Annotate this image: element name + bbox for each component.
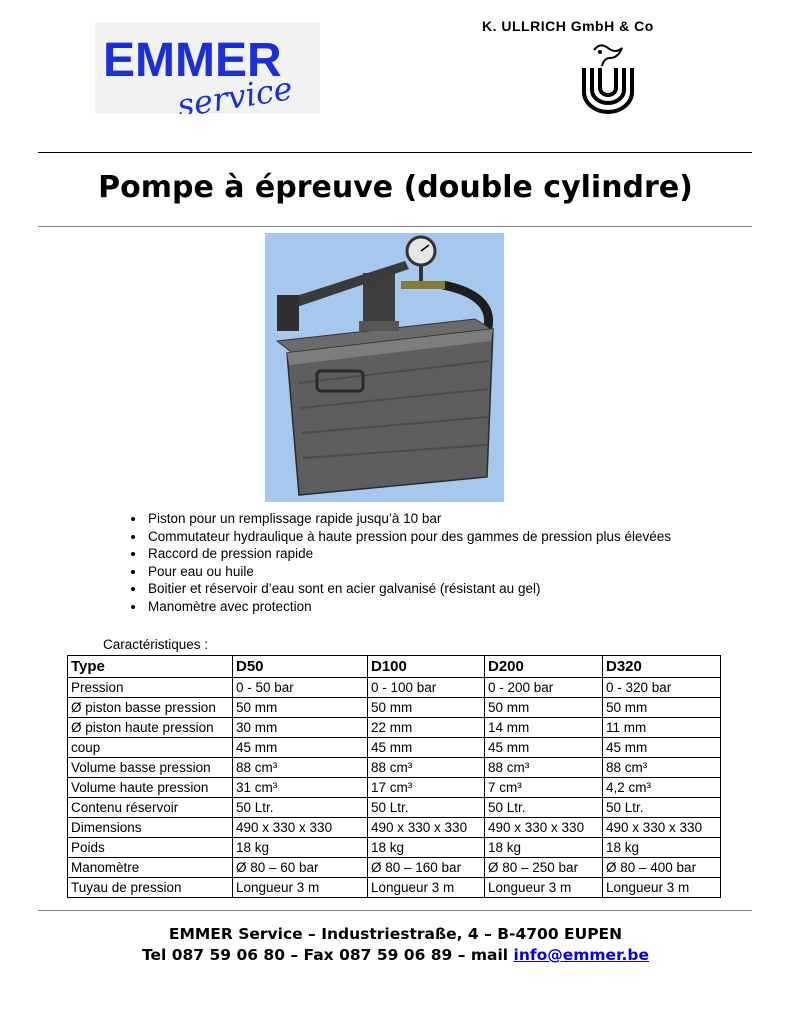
table-cell: 0 - 320 bar: [603, 678, 721, 698]
table-cell: 0 - 200 bar: [485, 678, 603, 698]
feature-item: • Commutateur hydraulique à haute pression pour des gammes de pression plus élevées: [146, 528, 686, 546]
row-label: Ø piston haute pression: [68, 718, 233, 738]
feature-list: [130, 510, 686, 615]
row-label: coup: [68, 738, 233, 758]
table-cell: Ø 80 – 400 bar: [603, 858, 721, 878]
feature-item: • Pour eau ou huile: [146, 563, 686, 581]
table-cell: 88 cm³: [233, 758, 368, 778]
table-cell: Ø 80 – 60 bar: [233, 858, 368, 878]
table-cell: 50 Ltr.: [233, 798, 368, 818]
page-title: Pompe à épreuve (double cylindre): [98, 170, 693, 205]
table-cell: 4,2 cm³: [603, 778, 721, 798]
table-cell: 45 mm: [368, 738, 485, 758]
table-row: [68, 818, 721, 838]
table-cell: 50 Ltr.: [368, 798, 485, 818]
table-cell: 18 kg: [485, 838, 603, 858]
row-label: Contenu réservoir: [68, 798, 233, 818]
table-header-row: [68, 656, 721, 678]
table-cell: 88 cm³: [485, 758, 603, 778]
table-cell: 18 kg: [368, 838, 485, 858]
feature-item: • Boitier et réservoir d’eau sont en acier galvanisé (résistant au gel): [146, 580, 686, 598]
table-cell: 45 mm: [233, 738, 368, 758]
logo-word: EMMER: [103, 34, 282, 87]
table-cell: 88 cm³: [368, 758, 485, 778]
header-d200: D200: [485, 656, 603, 678]
table-cell: 17 cm³: [368, 778, 485, 798]
table-cell: 31 cm³: [233, 778, 368, 798]
caracteristiques-label: Caractéristiques :: [103, 637, 209, 652]
feature-item: • Manomètre avec protection: [146, 598, 686, 616]
table-row: [68, 758, 721, 778]
table-cell: 50 mm: [485, 698, 603, 718]
footer-phone-fax: Tel 087 59 06 80 – Fax 087 59 06 89 – mail: [142, 946, 514, 964]
table-cell: Ø 80 – 160 bar: [368, 858, 485, 878]
table-cell: 45 mm: [603, 738, 721, 758]
table-cell: 0 - 100 bar: [368, 678, 485, 698]
table-row: [68, 698, 721, 718]
table-cell: 50 Ltr.: [485, 798, 603, 818]
table-cell: 18 kg: [603, 838, 721, 858]
header-d100: D100: [368, 656, 485, 678]
table-cell: 50 Ltr.: [603, 798, 721, 818]
table-cell: 490 x 330 x 330: [368, 818, 485, 838]
table-row: [68, 738, 721, 758]
emmer-logo: [95, 22, 320, 114]
footer-divider: [38, 910, 752, 911]
table-cell: 45 mm: [485, 738, 603, 758]
row-label: Manomètre: [68, 858, 233, 878]
table-cell: 11 mm: [603, 718, 721, 738]
header-d50: D50: [233, 656, 368, 678]
footer-contact: [0, 946, 791, 964]
emmer-logo-graphic: [95, 22, 320, 114]
table-cell: Longueur 3 m: [603, 878, 721, 898]
table-cell: 30 mm: [233, 718, 368, 738]
email-link[interactable]: info@emmer.be: [513, 946, 649, 964]
table-row: [68, 838, 721, 858]
specs-table: [67, 655, 721, 898]
table-cell: 0 - 50 bar: [233, 678, 368, 698]
table-cell: 18 kg: [233, 838, 368, 858]
row-label: Dimensions: [68, 818, 233, 838]
feature-item: • Piston pour un remplissage rapide jusqu’à 10 bar: [146, 510, 686, 528]
product-photo: [265, 233, 504, 502]
header-type: Type: [68, 656, 233, 678]
table-row: [68, 858, 721, 878]
table-row: [68, 678, 721, 698]
table-cell: 88 cm³: [603, 758, 721, 778]
table-row: [68, 798, 721, 818]
header-divider: [38, 152, 752, 153]
company-name: K. ULLRICH GmbH & Co: [482, 18, 654, 34]
ullrich-logo: [580, 42, 636, 114]
table-cell: 7 cm³: [485, 778, 603, 798]
table-row: [68, 878, 721, 898]
table-cell: 14 mm: [485, 718, 603, 738]
table-cell: 490 x 330 x 330: [233, 818, 368, 838]
table-body: [68, 678, 721, 898]
table-cell: Ø 80 – 250 bar: [485, 858, 603, 878]
row-label: Poids: [68, 838, 233, 858]
row-label: Volume basse pression: [68, 758, 233, 778]
table-cell: Longueur 3 m: [233, 878, 368, 898]
table-cell: 490 x 330 x 330: [485, 818, 603, 838]
logo-sub: service: [174, 69, 296, 114]
title-divider: [38, 226, 752, 227]
row-label: Pression: [68, 678, 233, 698]
table-cell: 22 mm: [368, 718, 485, 738]
table-row: [68, 778, 721, 798]
table-cell: 490 x 330 x 330: [603, 818, 721, 838]
pump-image: [265, 233, 504, 502]
table-cell: Longueur 3 m: [368, 878, 485, 898]
ullrich-emblem-icon: [580, 42, 636, 114]
table-cell: Longueur 3 m: [485, 878, 603, 898]
row-label: Tuyau de pression: [68, 878, 233, 898]
table-cell: 50 mm: [603, 698, 721, 718]
table-row: [68, 718, 721, 738]
row-label: Ø piston basse pression: [68, 698, 233, 718]
table-cell: 50 mm: [368, 698, 485, 718]
feature-item: • Raccord de pression rapide: [146, 545, 686, 563]
row-label: Volume haute pression: [68, 778, 233, 798]
header-d320: D320: [603, 656, 721, 678]
footer-address: EMMER Service – Industriestraße, 4 – B-4700 EUPEN: [168, 925, 623, 943]
table-cell: 50 mm: [233, 698, 368, 718]
